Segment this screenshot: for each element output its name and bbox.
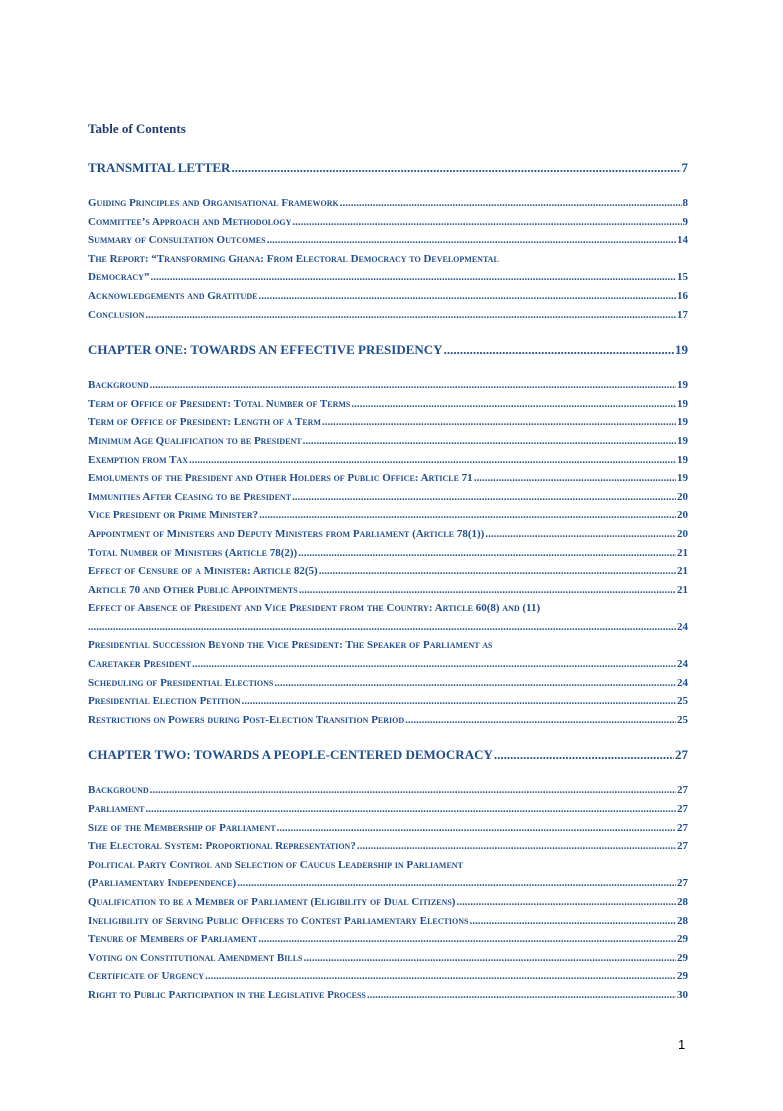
- toc-entry-first-line[interactable]: The Report: “Transforming Ghana: From Electoral Democracy to Developmental: [88, 252, 499, 265]
- dot-leader: [444, 340, 674, 359]
- dot-leader: [351, 395, 676, 414]
- toc-entry[interactable]: [88, 781, 688, 800]
- toc-chapter-heading[interactable]: [88, 158, 688, 177]
- dot-leader: [357, 837, 676, 856]
- dot-leader: [299, 581, 676, 600]
- toc-entry[interactable]: [88, 967, 688, 986]
- dot-leader: [367, 986, 676, 1005]
- toc-entry-label: Size of the Membership of Parliament: [88, 821, 276, 834]
- toc-entry[interactable]: [88, 986, 688, 1005]
- dot-leader: [277, 819, 676, 838]
- toc-page-number: 27: [677, 784, 688, 797]
- toc-page-number: 29: [677, 970, 688, 983]
- toc-entry[interactable]: [88, 800, 688, 819]
- toc-page-number: 19: [677, 472, 688, 485]
- toc-page-number: 19: [677, 453, 688, 466]
- toc-heading-label: CHAPTER ONE: TOWARDS AN EFFECTIVE PRESIDENCY: [88, 342, 443, 358]
- toc-entry-label: Democracy”: [88, 271, 150, 284]
- toc-entry[interactable]: [88, 376, 688, 395]
- dot-leader: [303, 949, 676, 968]
- toc-entry-label: Exemption from Tax: [88, 453, 188, 466]
- toc-entry-label: Background: [88, 784, 149, 797]
- toc-page-number: 14: [677, 234, 688, 247]
- page-number: 1: [678, 1037, 686, 1052]
- toc-entry[interactable]: [88, 949, 688, 968]
- toc-page-number: 20: [677, 527, 688, 540]
- dot-leader: [456, 893, 676, 912]
- dot-leader: [237, 874, 676, 893]
- toc-entry-label: Article 70 and Other Public Appointments: [88, 583, 298, 596]
- toc-entry-label: Tenure of Members of Parliament: [88, 933, 258, 946]
- toc-entry-label: Ineligibility of Serving Public Officers to Contest Parliamentary Elections: [88, 914, 469, 927]
- toc-page-number: 27: [677, 877, 688, 890]
- toc-page-number: 19: [677, 434, 688, 447]
- dot-leader: [258, 287, 676, 306]
- toc-page-number: 29: [677, 933, 688, 946]
- dot-leader: [267, 231, 676, 250]
- toc-chapter-heading[interactable]: [88, 340, 688, 359]
- toc-page-number: 28: [677, 914, 688, 927]
- toc-entry[interactable]: [88, 306, 688, 325]
- toc-page-number: 27: [677, 803, 688, 816]
- dot-leader: [322, 413, 676, 432]
- dot-leader: [88, 618, 676, 637]
- toc-entry-label: Term of Office of President: Length of a Term: [88, 416, 321, 429]
- toc-entry[interactable]: [88, 213, 688, 232]
- toc-page-number: 9: [682, 215, 688, 228]
- toc-page-number: 19: [675, 342, 688, 358]
- toc-entry[interactable]: [88, 655, 688, 674]
- dot-leader: [150, 268, 676, 287]
- toc-entry[interactable]: [88, 287, 688, 306]
- dot-leader: [189, 451, 676, 470]
- toc-entry[interactable]: [88, 618, 688, 637]
- toc-page-number: 24: [677, 676, 688, 689]
- toc-entry[interactable]: [88, 544, 688, 563]
- toc-entry[interactable]: [88, 451, 688, 470]
- dot-leader: [292, 488, 676, 507]
- toc-page-number: 25: [677, 695, 688, 708]
- toc-entry[interactable]: [88, 194, 688, 213]
- toc-entry[interactable]: [88, 674, 688, 693]
- toc-page-number: 27: [677, 840, 688, 853]
- toc-entry[interactable]: [88, 395, 688, 414]
- toc-entry-label: Restrictions on Powers during Post-Election Transition Period: [88, 713, 405, 726]
- dot-leader: [231, 158, 680, 177]
- toc-entry-label: Certificate of Urgency: [88, 970, 205, 983]
- dot-leader: [292, 213, 681, 232]
- toc-entry[interactable]: [88, 581, 688, 600]
- dot-leader: [205, 967, 676, 986]
- dot-leader: [485, 525, 676, 544]
- toc-entry[interactable]: [88, 432, 688, 451]
- toc-heading-label: TRANSMITAL LETTER: [88, 160, 231, 175]
- toc-entry[interactable]: [88, 930, 688, 949]
- toc-entry[interactable]: [88, 525, 688, 544]
- toc-page-number: 19: [677, 379, 688, 392]
- toc-entry-label: Parliament: [88, 803, 145, 816]
- toc-entry[interactable]: [88, 893, 688, 912]
- toc-entry-label: Term of Office of President: Total Number of Terms: [88, 397, 351, 410]
- dot-leader: [259, 506, 676, 525]
- toc-page-number: 8: [682, 197, 688, 209]
- toc-page-number: 27: [677, 821, 688, 834]
- toc-page-number: 21: [677, 583, 688, 596]
- toc-page-number: 19: [677, 397, 688, 410]
- toc-entry[interactable]: [88, 819, 688, 838]
- table-of-contents: [88, 158, 688, 1005]
- toc-page-number: 7: [681, 160, 688, 175]
- toc-page-number: 15: [677, 271, 688, 284]
- toc-page-number: 24: [677, 620, 688, 633]
- toc-entry-label: Acknowledgements and Gratitude: [88, 289, 258, 302]
- toc-entry-label: Committee’s Approach and Methodology: [88, 215, 292, 228]
- toc-entry-label: Right to Public Participation in the Legislative Process: [88, 988, 366, 1001]
- toc-entry-label: The Electoral System: Proportional Representation?: [88, 840, 356, 853]
- toc-entry-first-line[interactable]: Effect of Absence of President and Vice President from the Country: Article 60(8) and (11): [88, 602, 541, 615]
- toc-page-number: 21: [677, 565, 688, 578]
- dot-leader: [150, 781, 676, 800]
- toc-entry-label: Emoluments of the President and Other Holders of Public Office: Article 71: [88, 472, 473, 485]
- dot-leader: [146, 800, 676, 819]
- dot-leader: [303, 432, 676, 451]
- toc-entry[interactable]: [88, 837, 688, 856]
- toc-entry-label: Immunities After Ceasing to be President: [88, 490, 292, 503]
- dot-leader: [192, 655, 676, 674]
- dot-leader: [274, 674, 676, 693]
- dot-leader: [494, 745, 674, 764]
- toc-entry-label: Voting on Constitutional Amendment Bills: [88, 951, 303, 964]
- toc-entry-label: Presidential Election Petition: [88, 695, 241, 708]
- toc-entry-label: Scheduling of Presidential Elections: [88, 676, 274, 689]
- dot-leader: [319, 562, 676, 581]
- toc-page-number: 20: [677, 509, 688, 522]
- toc-entry-first-line[interactable]: Political Party Control and Selection of Caucus Leadership in Parliament: [88, 858, 463, 871]
- toc-page-number: 19: [677, 416, 688, 429]
- toc-entry-first-line[interactable]: Presidential Succession Beyond the Vice President: The Speaker of Parliament as: [88, 639, 493, 652]
- toc-entry[interactable]: [88, 506, 688, 525]
- toc-entry-label: Total Number of Ministers (Article 78(2)): [88, 546, 298, 559]
- toc-heading-label: CHAPTER TWO: TOWARDS A PEOPLE-CENTERED DEMOCRACY: [88, 747, 493, 763]
- toc-entry[interactable]: [88, 488, 688, 507]
- dot-leader: [340, 194, 682, 213]
- toc-entry-label: Summary of Consultation Outcomes: [88, 234, 266, 247]
- dot-leader: [474, 469, 676, 488]
- toc-entry[interactable]: [88, 413, 688, 432]
- toc-page-number: 29: [677, 951, 688, 964]
- toc-page-number: 30: [677, 988, 688, 1001]
- dot-leader: [405, 711, 676, 730]
- dot-leader: [150, 376, 676, 395]
- toc-entry-label: Qualification to be a Member of Parliament (Eligibility of Dual Citizens): [88, 896, 456, 908]
- toc-entry[interactable]: [88, 562, 688, 581]
- toc-page-number: 25: [677, 713, 688, 726]
- toc-entry[interactable]: [88, 692, 688, 711]
- dot-leader: [258, 930, 676, 949]
- toc-entry[interactable]: [88, 469, 688, 488]
- toc-page-number: 17: [677, 308, 688, 321]
- toc-page-number: 16: [677, 289, 688, 302]
- toc-entry-label: Minimum Age Qualification to be President: [88, 434, 302, 447]
- toc-entry[interactable]: [88, 711, 688, 730]
- toc-entry-label: Vice President or Prime Minister?: [88, 509, 259, 522]
- toc-entry[interactable]: [88, 268, 688, 287]
- toc-entry[interactable]: [88, 874, 688, 893]
- toc-entry-label: (Parliamentary Independence): [88, 877, 237, 890]
- toc-chapter-heading[interactable]: [88, 745, 688, 764]
- dot-leader: [469, 912, 676, 931]
- dot-leader: [242, 692, 676, 711]
- toc-entry-label: Guiding Principles and Organisational Framework: [88, 197, 339, 209]
- toc-title: Table of Contents: [88, 121, 186, 136]
- toc-entry[interactable]: [88, 912, 688, 931]
- toc-entry-label: Conclusion: [88, 308, 145, 321]
- toc-page-number: 27: [675, 747, 688, 763]
- toc-page-number: 28: [677, 896, 688, 908]
- toc-page-number: 21: [677, 546, 688, 559]
- toc-entry-label: Caretaker President: [88, 658, 192, 671]
- dot-leader: [145, 306, 676, 325]
- toc-entry-label: Appointment of Ministers and Deputy Ministers from Parliament (Article 78(1)): [88, 527, 485, 540]
- toc-entry-label: Background: [88, 379, 149, 392]
- toc-page-number: 20: [677, 490, 688, 503]
- toc-entry-label: Effect of Censure of a Minister: Article 82(5): [88, 565, 318, 578]
- toc-entry[interactable]: [88, 231, 688, 250]
- toc-page-number: 24: [677, 658, 688, 671]
- dot-leader: [298, 544, 676, 563]
